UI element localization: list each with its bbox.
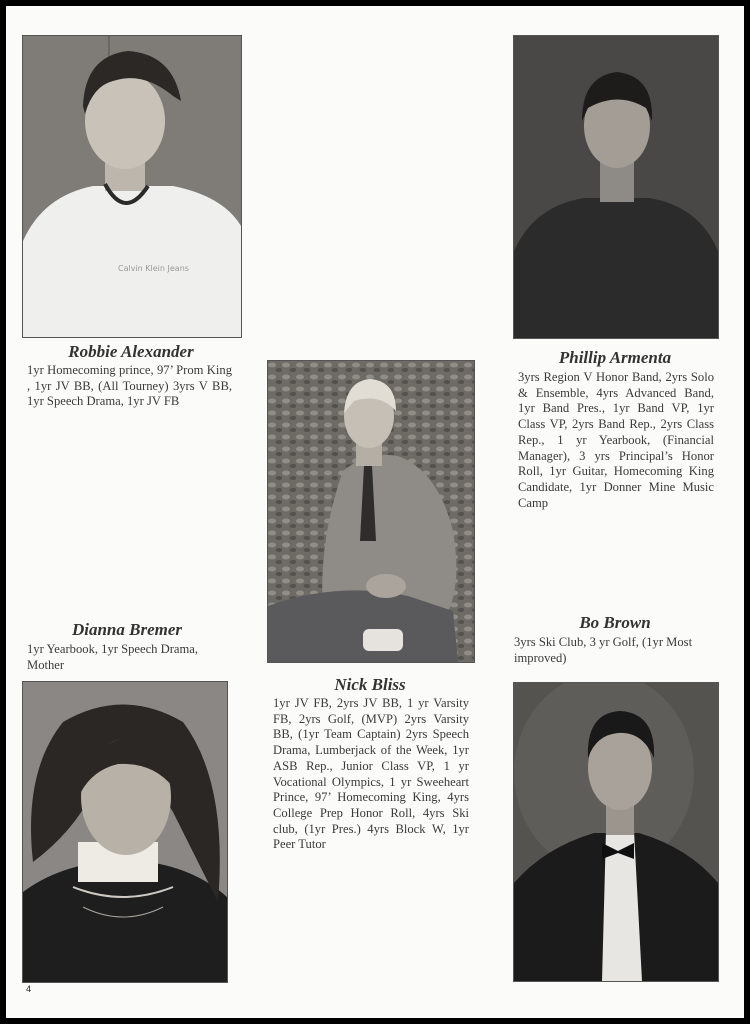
name-robbie-alexander: Robbie Alexander <box>68 342 194 361</box>
page-number: 4 <box>26 984 32 994</box>
yearbook-page <box>6 6 744 1018</box>
photo-robbie-alexander <box>22 35 242 338</box>
name-dianna-bremer: Dianna Bremer <box>71 620 183 639</box>
bio-robbie-alexander: 1yr Homecoming prince, 97’ Prom King , 1yr JV BB, (All Tourney) 3yrs V BB, 1yr Speech Drama, 1yr JV FB <box>27 363 232 409</box>
photo-bo-brown <box>513 682 719 982</box>
bio-dianna-bremer: 1yr Yearbook, 1yr Speech Drama, Mother <box>27 642 199 672</box>
name-bo-brown: Bo Brown <box>579 613 651 632</box>
photo-phillip-armenta <box>513 35 719 339</box>
bio-nick-bliss: 1yr JV FB, 2yrs JV BB, 1 yr Varsity FB, 2yrs Golf, (MVP) 2yrs Varsity BB, (1yr Team Captain) 2yrs Speech Drama, Lumberjack of the Week, 1yr ASB Rep., Junior Class VP, 1 yr Vocational Olympics, 1 yr Sweeheart Prince, 97’ Homecoming King, 4yrs College Prep Honor Roll, 4yrs Ski club, (1yr Pres.) 4yrs Block W, 1yr Peer Tutor <box>273 696 469 852</box>
name-phillip-armenta: Phillip Armenta <box>558 348 672 367</box>
bio-bo-brown: 3yrs Ski Club, 3 yr Golf, (1yr Most improved) <box>514 635 693 665</box>
name-nick-bliss: Nick Bliss <box>334 675 406 694</box>
bio-phillip-armenta: 3yrs Region V Honor Band, 2yrs Solo & Ensemble, 4yrs Advanced Band, 1yr Band Pres., 1yr Band VP, 1yr Class VP, 2yrs Band Rep., 2yrs Class Rep., 1 yr Yearbook, (Financial Manager), 3 yrs Principal’s Honor Roll, 1yr Guitar, Homecoming King Candidate, 1yr Donner Mine Music Camp <box>518 370 714 510</box>
shirt-logo-text: Calvin Klein Jeans <box>118 264 189 273</box>
photo-dianna-bremer <box>22 681 228 983</box>
photo-nick-bliss <box>267 360 475 663</box>
